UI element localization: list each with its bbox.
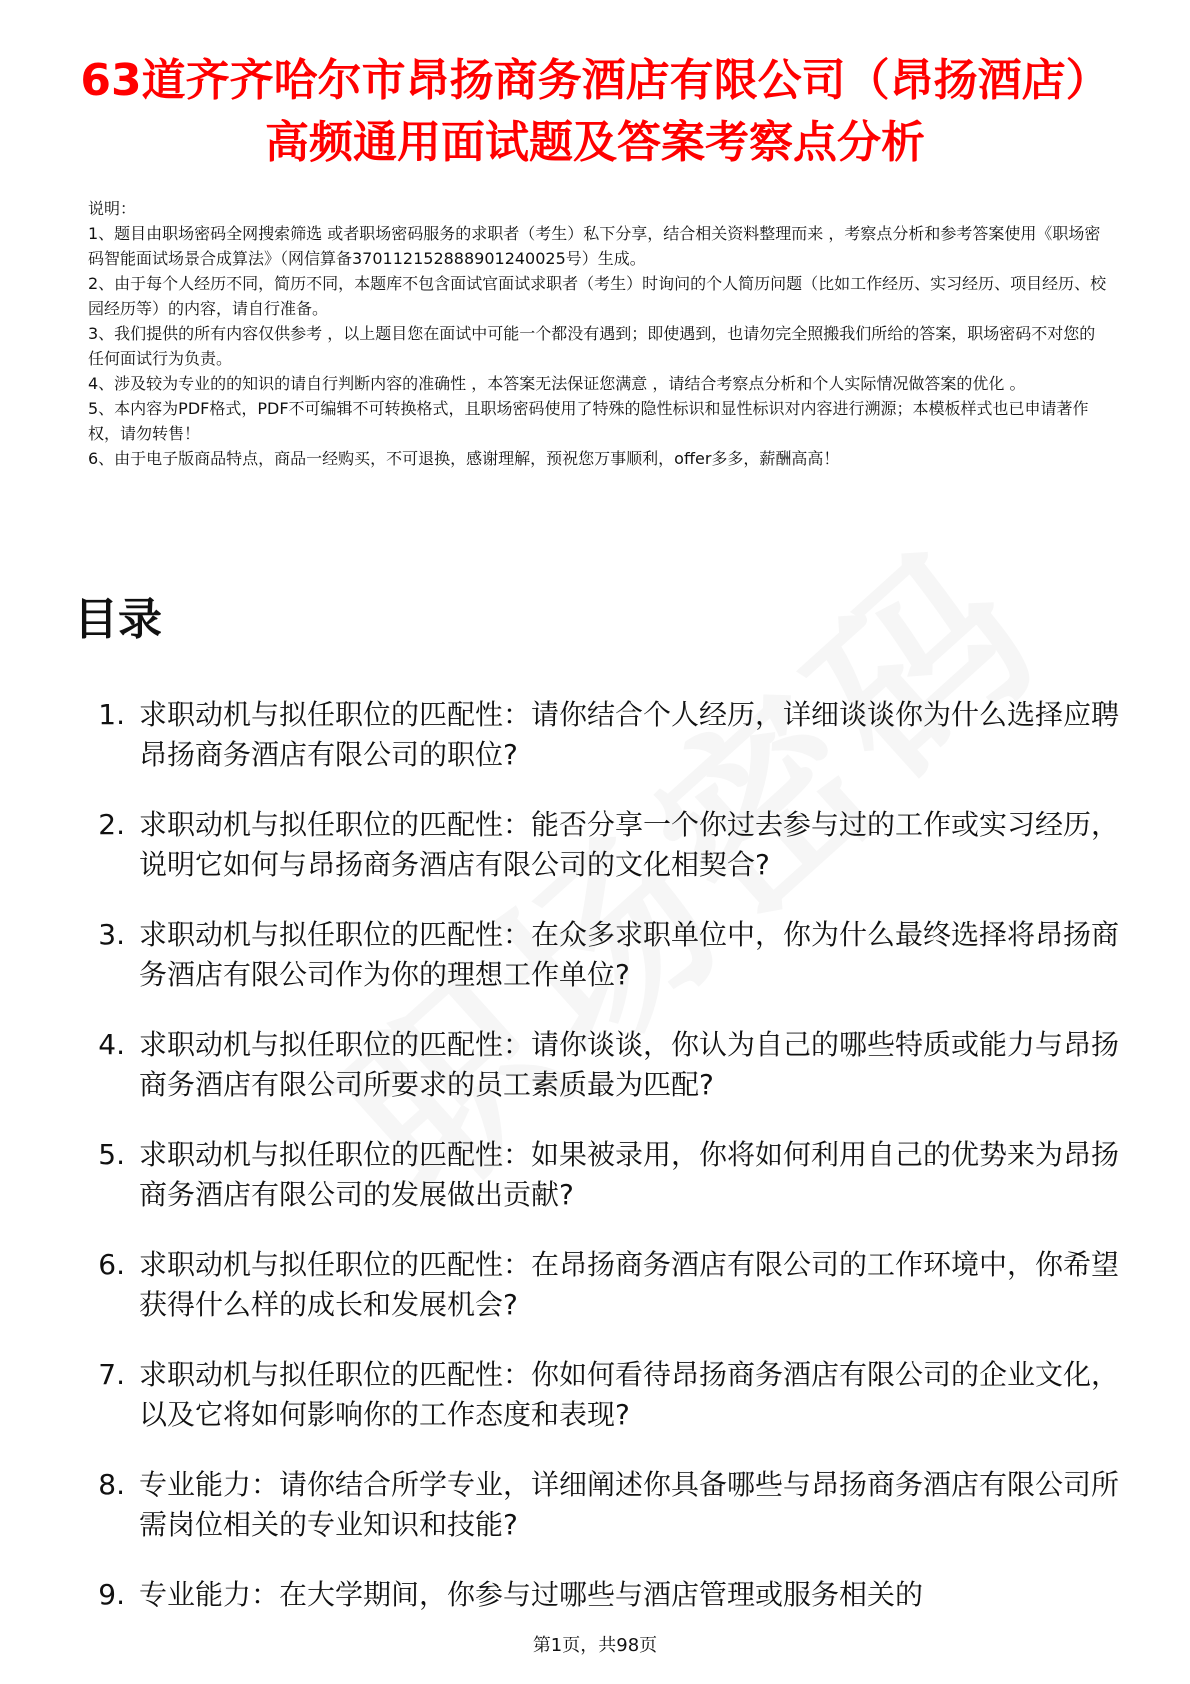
- toc-item-text: 求职动机与拟任职位的匹配性：在众多求职单位中，你为什么最终选择将昂扬商务酒店有限公司作为你的理想工作单位?: [139, 918, 1120, 991]
- toc-item-text: 求职动机与拟任职位的匹配性：你如何看待昂扬商务酒店有限公司的企业文化，以及它将如何影响你的工作态度和表现?: [139, 1358, 1120, 1431]
- toc-item[interactable]: [70, 805, 1130, 885]
- notes-heading: 说明：: [88, 199, 137, 218]
- toc-heading: 目录: [74, 594, 162, 645]
- toc-item-text: 求职动机与拟任职位的匹配性：在昂扬商务酒店有限公司的工作环境中，你希望获得什么样的成长和发展机会?: [139, 1248, 1120, 1321]
- toc-item-number: 4.: [98, 1028, 125, 1061]
- toc-item-number: 1.: [98, 698, 125, 731]
- toc-item[interactable]: [70, 695, 1130, 775]
- toc-item-number: 7.: [98, 1358, 125, 1391]
- notes-item: 1、题目由职场密码全网搜索筛选 或者职场密码服务的求职者（考生）私下分享，结合相关资料整理而来 ，考察点分析和参考答案使用《职场密码智能面试场景合成算法》（网信算备370112152888901240025号）生成。: [88, 224, 1101, 268]
- notes-section: [88, 196, 1108, 471]
- toc-item-text: 求职动机与拟任职位的匹配性：请你结合个人经历，详细谈谈你为什么选择应聘昂扬商务酒店有限公司的职位?: [139, 698, 1120, 771]
- toc-item[interactable]: [70, 1245, 1130, 1325]
- toc-item-number: 9.: [98, 1578, 125, 1611]
- toc-item-number: 6.: [98, 1248, 125, 1281]
- toc-item[interactable]: [70, 1135, 1130, 1215]
- toc-item[interactable]: [70, 915, 1130, 995]
- notes-item: 6、由于电子版商品特点，商品一经购买，不可退换，感谢理解，预祝您万事顺利，offer多多，薪酬高高！: [88, 449, 840, 468]
- document-title: 63道齐齐哈尔市昂扬商务酒店有限公司（昂扬酒店）高频通用面试题及答案考察点分析: [80, 55, 1110, 168]
- notes-item: 3、我们提供的所有内容仅供参考 ，以上题目您在面试中可能一个都没有遇到；即使遇到，也请勿完全照搬我们所给的答案，职场密码不对您的任何面试行为负责。: [88, 324, 1096, 368]
- toc-item-number: 5.: [98, 1138, 125, 1171]
- toc-list: [70, 695, 1130, 1645]
- toc-item-number: 8.: [98, 1468, 125, 1501]
- toc-item-text: 求职动机与拟任职位的匹配性：能否分享一个你过去参与过的工作或实习经历，说明它如何与昂扬商务酒店有限公司的文化相契合?: [139, 808, 1120, 881]
- toc-item-number: 2.: [98, 808, 125, 841]
- toc-item[interactable]: [70, 1465, 1130, 1545]
- toc-item-number: 3.: [98, 918, 125, 951]
- notes-item: 2、由于每个人经历不同，简历不同，本题库不包含面试官面试求职者（考生）时询问的个人简历问题（比如工作经历、实习经历、项目经历、校园经历等）的内容，请自行准备。: [88, 274, 1107, 318]
- toc-item[interactable]: [70, 1355, 1130, 1435]
- toc-item[interactable]: [70, 1575, 1130, 1615]
- page-footer: 第1页，共98页: [532, 1635, 658, 1656]
- toc-item-text: 专业能力：在大学期间，你参与过哪些与酒店管理或服务相关的: [139, 1578, 924, 1611]
- toc-item[interactable]: [70, 1025, 1130, 1105]
- toc-item-text: 求职动机与拟任职位的匹配性：如果被录用，你将如何利用自己的优势来为昂扬商务酒店有限公司的发展做出贡献?: [139, 1138, 1120, 1211]
- toc-item-text: 求职动机与拟任职位的匹配性：请你谈谈，你认为自己的哪些特质或能力与昂扬商务酒店有限公司所要求的员工素质最为匹配?: [139, 1028, 1120, 1101]
- notes-item: 4、涉及较为专业的的知识的请自行判断内容的准确性 ，本答案无法保证您满意 ，请结合考察点分析和个人实际情况做答案的优化 。: [88, 374, 1026, 393]
- notes-item: 5、本内容为PDF格式，PDF不可编辑不可转换格式，且职场密码使用了特殊的隐性标识和显性标识对内容进行溯源；本模板样式也已申请著作权，请勿转售！: [88, 399, 1089, 443]
- toc-item-text: 专业能力：请你结合所学专业，详细阐述你具备哪些与昂扬商务酒店有限公司所需岗位相关的专业知识和技能?: [139, 1468, 1120, 1541]
